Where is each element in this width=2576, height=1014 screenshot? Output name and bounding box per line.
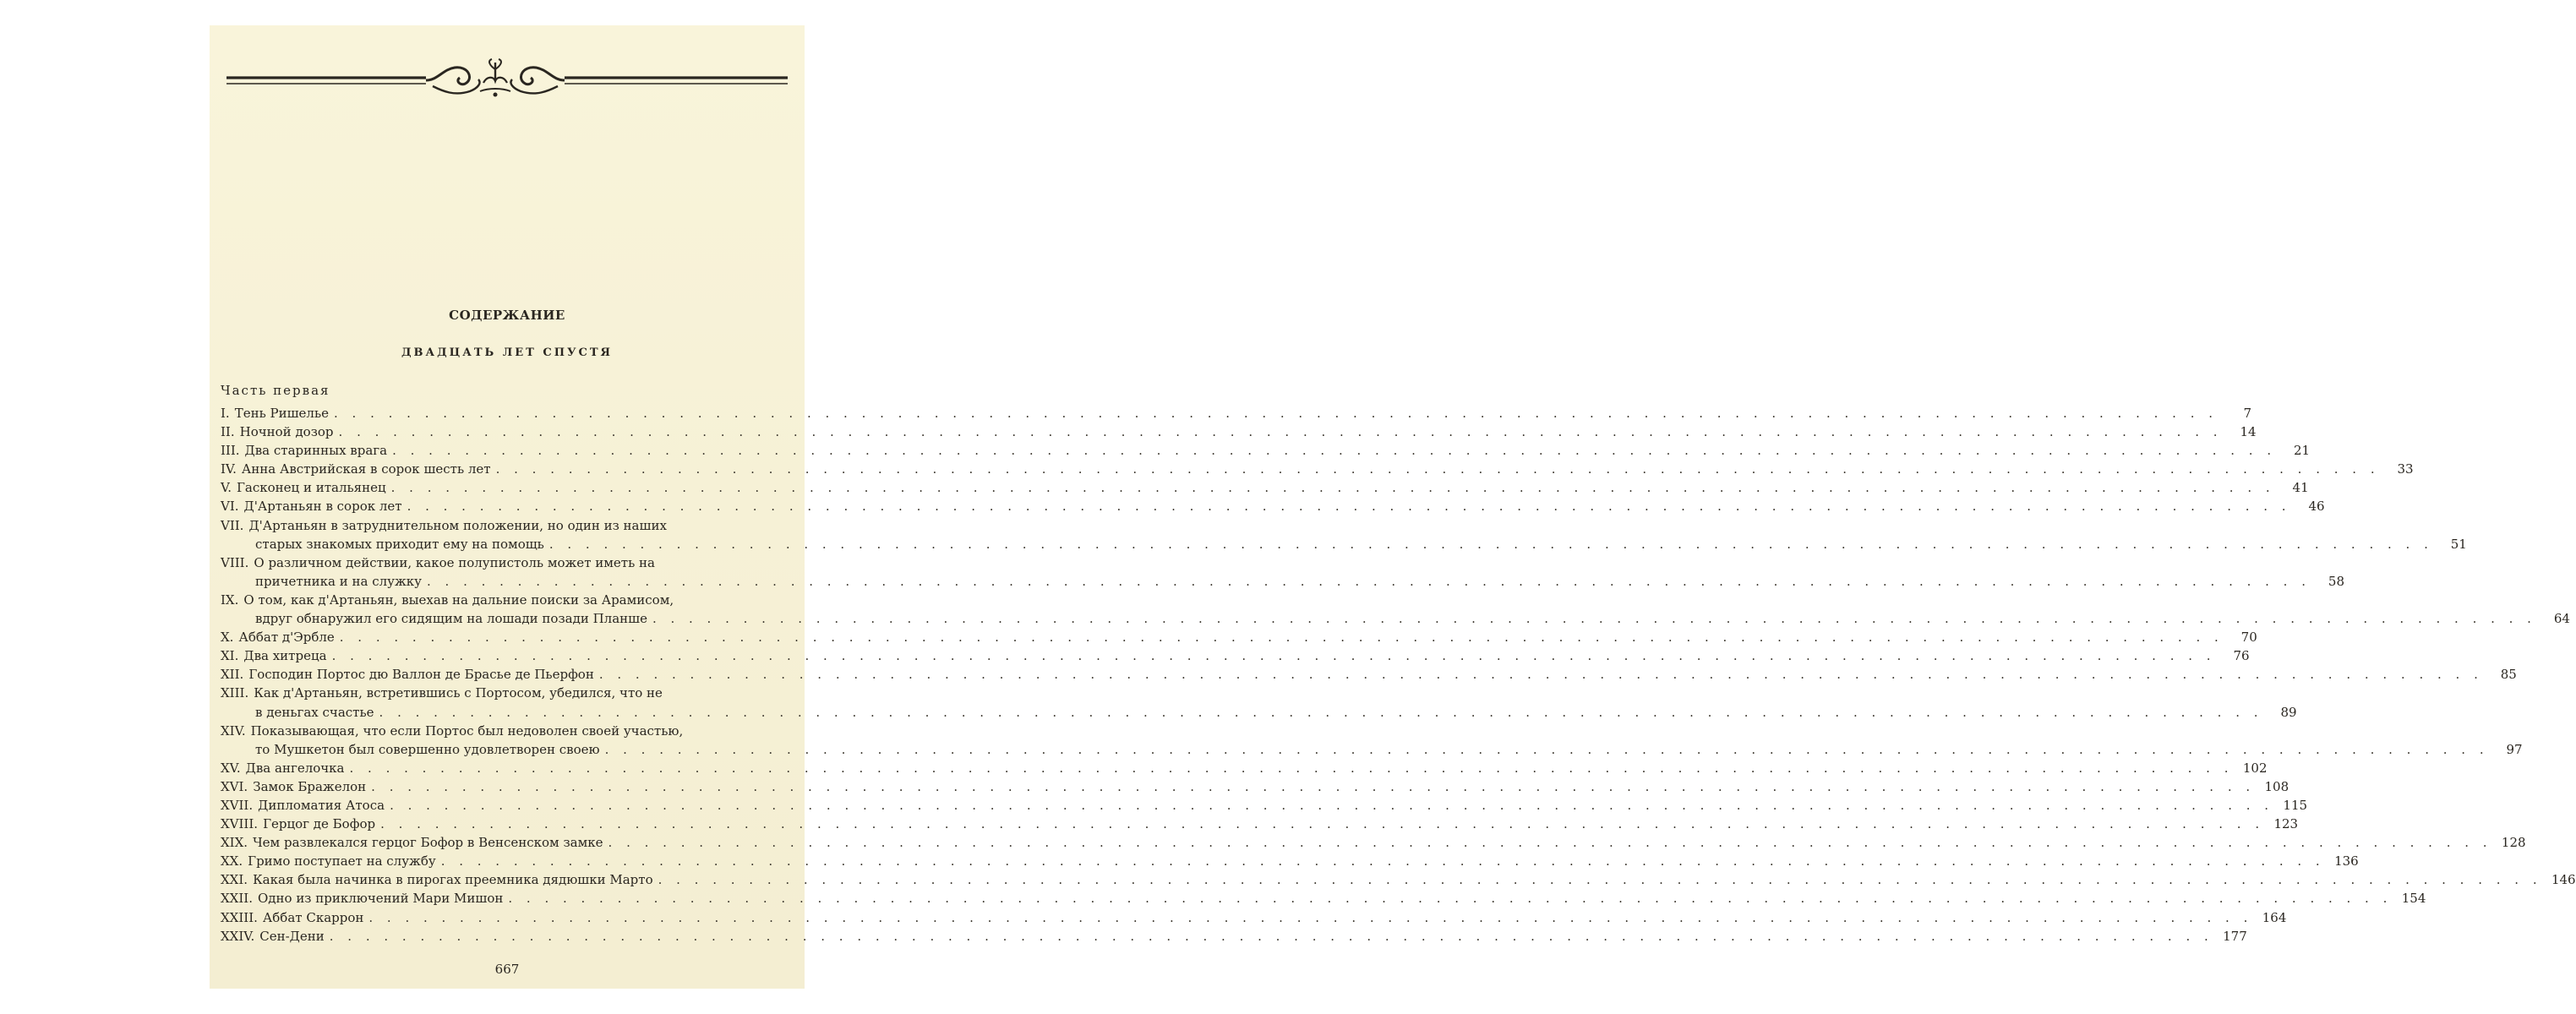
chapter-title: Дипломатия Атоса [258, 797, 385, 813]
toc-entry-line [221, 722, 768, 740]
chapter-title: Господин Портос дю Валлон де Брасье де Пьерфон [248, 667, 594, 683]
toc-entry-line [221, 628, 2257, 646]
dot-leader [508, 889, 2392, 908]
chapter-page-number: 108 [2264, 778, 2289, 794]
chapter-number: XI. [221, 648, 239, 664]
chapter-title: Как д'Артаньян, встретившись с Портосом, убедился, что не [254, 685, 663, 701]
chapter-title: Аббат Скаррон [262, 909, 364, 925]
chapter-title: в деньгах счастье [255, 704, 374, 720]
chapter-page-number: 51 [2450, 536, 2467, 552]
page-number: 667 [494, 962, 520, 977]
toc-entry-line [221, 684, 768, 702]
toc-entry-line [221, 740, 2523, 759]
chapter-page-number: 76 [2233, 648, 2250, 664]
toc-entry-line [221, 422, 2257, 441]
toc-entry [221, 404, 2252, 422]
chapter-title: Тень Ришелье [234, 406, 330, 421]
chapter-number: XVII. [221, 797, 254, 813]
dot-leader [496, 460, 2380, 478]
chapter-number: IX. [221, 592, 239, 608]
toc-entry [221, 516, 2467, 553]
dot-leader [332, 646, 2216, 665]
chapter-page-number: 14 [2240, 424, 2257, 440]
toc-entry-line [221, 609, 2570, 628]
chapter-number: XXII. [221, 891, 253, 907]
chapter-title: причетника и на служку [255, 573, 422, 589]
dot-leader [380, 815, 2264, 833]
dot-leader [371, 777, 2255, 796]
toc-entry-line [221, 852, 2359, 870]
chapter-page-number: 154 [2401, 891, 2426, 907]
dot-leader [379, 703, 2263, 722]
chapter-number: X. [221, 630, 234, 646]
toc-entry [221, 553, 2344, 591]
toc-entry [221, 722, 2523, 759]
chapter-title: Замок Бражелон [253, 778, 367, 794]
toc-entry-line [221, 796, 2308, 815]
chapter-page-number: 33 [2397, 461, 2414, 477]
chapter-number: VI. [221, 499, 239, 515]
chapter-title: О том, как д'Артаньян, выехав на дальние поиски за Арамисом, [243, 592, 674, 608]
toc-entry-line [221, 404, 2252, 422]
chapter-number: II. [221, 424, 235, 440]
dot-leader [339, 422, 2223, 441]
chapter-page-number: 97 [2506, 741, 2523, 757]
chapter-number: XIX. [221, 835, 248, 851]
dot-leader [390, 796, 2273, 815]
chapter-page-number: 58 [2328, 573, 2344, 589]
chapter-title: Два старинных врага [244, 443, 388, 459]
chapter-title: Д'Артаньян в затруднительном положении, но один из наших [248, 517, 667, 533]
chapter-page-number: 7 [2243, 406, 2252, 421]
chapter-page-number: 115 [2283, 797, 2308, 813]
chapter-title: Показывающая, что если Портос был недоволен своей участью, [250, 722, 684, 739]
chapter-number: I. [221, 406, 230, 421]
toc-entry-line [221, 572, 2344, 591]
chapter-number: XVIII. [221, 816, 259, 832]
toc-entry [221, 591, 2570, 628]
chapter-title: Аббат д'Эрбле [238, 630, 335, 646]
chapter-page-number: 164 [2262, 909, 2287, 925]
dot-leader [441, 852, 2325, 870]
book-page [210, 25, 2576, 989]
dot-leader [427, 572, 2311, 591]
toc-entry-line [221, 441, 2311, 460]
toc-entry-line [221, 703, 2297, 722]
toc-entry [221, 422, 2257, 441]
toc-entry [221, 684, 2297, 721]
chapter-number: VIII. [221, 554, 249, 570]
dot-leader [334, 404, 2218, 422]
ornamental-header-divider [225, 57, 789, 103]
book-title: ДВАДЦАТЬ ЛЕТ СПУСТЯ [401, 346, 614, 359]
chapter-title: О различном действии, какое полупистоль может иметь на [254, 554, 655, 570]
chapter-page-number: 41 [2292, 480, 2309, 496]
chapter-title: Анна Австрийская в сорок шесть лет [241, 461, 491, 477]
dot-leader [652, 609, 2536, 628]
chapter-title: Какая была начинка в пирогах преемника дядюшки Марто [253, 872, 653, 888]
toc-entry-line [221, 553, 768, 572]
toc-entry-line [221, 535, 2467, 553]
chapter-number: III. [221, 443, 240, 459]
toc-entry [221, 759, 2268, 777]
chapter-number: XVI. [221, 778, 248, 794]
dot-leader [350, 759, 2234, 777]
toc-entry [221, 628, 2257, 646]
chapter-number: XX. [221, 853, 243, 870]
toc-entry-line [221, 777, 2289, 796]
chapter-title: Гримо поступает на службу [248, 853, 436, 870]
chapter-title: Д'Артаньян в сорок лет [243, 499, 402, 515]
chapter-number: VII. [221, 517, 244, 533]
toc-entry [221, 927, 2247, 946]
dot-leader [605, 740, 2489, 759]
toc-entry [221, 441, 2311, 460]
chapter-number: XIII. [221, 685, 249, 701]
toc-entry-line [221, 815, 2299, 833]
chapter-title: Два хитреца [243, 648, 327, 664]
chapter-page-number: 177 [2223, 928, 2247, 944]
chapter-number: XXI. [221, 872, 248, 888]
chapter-page-number: 123 [2273, 816, 2299, 832]
chapter-number: XIV. [221, 722, 246, 739]
toc-entry-line [221, 665, 2517, 684]
chapter-page-number: 89 [2280, 704, 2297, 720]
dot-leader [340, 628, 2224, 646]
chapter-page-number: 146 [2551, 872, 2576, 888]
chapter-title: Ночной дозор [239, 424, 334, 440]
dot-leader [599, 665, 2483, 684]
chapter-title: вдруг обнаружил его сидящим на лошади позади Планше [255, 611, 647, 627]
toc-entry [221, 796, 2308, 815]
toc-entry [221, 852, 2359, 870]
dot-leader [549, 535, 2433, 553]
chapter-number: XV. [221, 760, 241, 776]
chapter-title: Два ангелочка [245, 760, 345, 776]
chapter-page-number: 128 [2501, 835, 2526, 851]
dot-leader [391, 478, 2275, 497]
toc-entry [221, 646, 2250, 665]
chapter-title: Герцог де Бофор [263, 816, 376, 832]
toc-entry-line [221, 833, 2526, 852]
chapter-page-number: 64 [2553, 611, 2570, 627]
dot-leader [407, 497, 2291, 515]
chapter-title: Одно из приключений Мари Мишон [257, 891, 504, 907]
toc-entry [221, 833, 2526, 852]
dot-leader [392, 441, 2276, 460]
part-label: Часть первая [221, 383, 330, 398]
chapter-title: старых знакомых приходит ему на помощь [255, 536, 544, 552]
toc-entry-line [221, 759, 2268, 777]
toc-entry-line [221, 646, 2250, 665]
toc-entry-line [221, 870, 2576, 889]
toc-entry [221, 665, 2517, 684]
chapter-title: Сен-Дени [259, 928, 325, 944]
toc-entry [221, 908, 2287, 927]
toc-entry-line [221, 460, 2414, 478]
chapter-page-number: 102 [2242, 760, 2268, 776]
toc-entry-line [221, 927, 2247, 946]
chapter-title: то Мушкетон был совершенно удовлетворен своею [255, 741, 600, 757]
contents-heading: СОДЕРЖАНИЕ [449, 308, 565, 323]
toc-entry [221, 815, 2299, 833]
toc-entry [221, 497, 2325, 515]
dot-leader [609, 833, 2492, 852]
dot-leader [658, 870, 2542, 889]
toc-entry [221, 777, 2289, 796]
chapter-page-number: 70 [2240, 630, 2257, 646]
dot-leader [368, 908, 2252, 927]
chapter-title: Гасконец и итальянец [236, 480, 386, 496]
chapter-page-number: 136 [2334, 853, 2359, 870]
toc-entry-line [221, 908, 2287, 927]
toc-entry [221, 889, 2426, 908]
dot-leader [330, 927, 2213, 946]
chapter-number: XXIV. [221, 928, 255, 944]
table-of-contents [221, 404, 2576, 946]
chapter-number: XII. [221, 667, 244, 683]
chapter-number: IV. [221, 461, 237, 477]
chapter-number: V. [221, 480, 232, 496]
chapter-page-number: 46 [2308, 499, 2325, 515]
chapter-page-number: 21 [2294, 443, 2311, 459]
toc-entry-line [221, 591, 768, 609]
toc-entry [221, 870, 2576, 889]
chapter-number: XXIII. [221, 909, 258, 925]
toc-entry-line [221, 478, 2309, 497]
chapter-page-number: 85 [2500, 667, 2517, 683]
toc-entry-line [221, 889, 2426, 908]
toc-entry-line [221, 516, 768, 535]
toc-entry [221, 478, 2309, 497]
chapter-title: Чем развлекался герцог Бофор в Венсенском замке [253, 835, 603, 851]
toc-entry [221, 460, 2414, 478]
toc-entry-line [221, 497, 2325, 515]
